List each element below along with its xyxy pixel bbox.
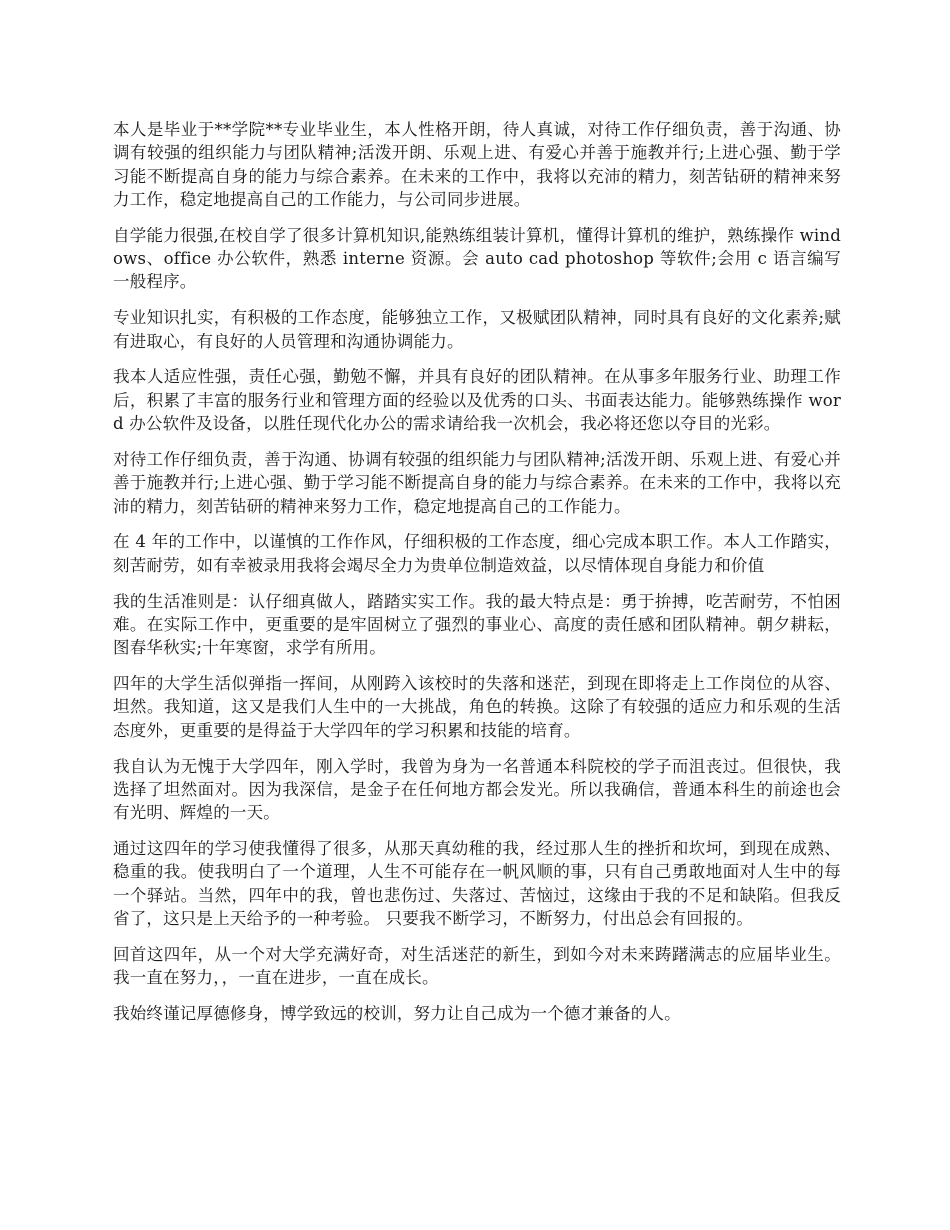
paragraph-5: 对待工作仔细负责，善于沟通、协调有较强的组织能力与团队精神;活泼开朗、乐观上进、有爱心并善于施教并行;上进心强、勤于学习能不断提高自身的能力与综合素养。在未来的工作中，我将以充沛的精力，刻苦钻研的精神来努力工作，稳定地提高自己的工作能力。 <box>113 449 841 516</box>
paragraph-8: 四年的大学生活似弹指一挥间，从刚跨入该校时的失落和迷茫，到现在即将走上工作岗位的从容、坦然。我知道，这又是我们人生中的一大挑战，角色的转换。这除了有较强的适应力和乐观的生活态度外，更重要的是得益于大学四年的学习积累和技能的培育。 <box>113 674 841 740</box>
paragraph-3: 专业知识扎实，有积极的工作态度，能够独立工作，又极赋团队精神，同时具有良好的文化素养;赋有进取心，有良好的人员管理和沟通协调能力。 <box>113 308 841 351</box>
paragraph-12: 我始终谨记厚德修身，博学致远的校训，努力让自己成为一个德才兼备的人。 <box>113 1004 681 1024</box>
paragraph-2: 自学能力很强,在校自学了很多计算机知识,能熟练组装计算机，懂得计算机的维护，熟练操作 windows、office 办公软件，熟悉 interne 资源。会 auto cad photoshop 等软件;会用 c 语言编写一般程序。 <box>113 225 841 292</box>
paragraph-10: 通过这四年的学习使我懂得了很多，从那天真幼稚的我，经过那人生的挫折和坎坷，到现在成熟、稳重的我。使我明白了一个道理，人生不可能存在一帆风顺的事，只有自己勇敢地面对人生中的每一个驿站。当然，四年中的我，曾也悲伤过、失落过、苦恼过，这缘由于我的不足和缺陷。但我反省了，这只是上天给予的一种考验。 只要我不断学习，不断努力，付出总会有回报的。 <box>113 839 841 928</box>
paragraph-6: 在 4 年的工作中，以谨慎的工作作风，仔细积极的工作态度，细心完成本职工作。本人工作踏实，刻苦耐劳，如有幸被录用我将会竭尽全力为贵单位制造效益，以尽情体现自身能力和价值 <box>113 532 841 575</box>
paragraph-7: 我的生活准则是：认仔细真做人，踏踏实实工作。我的最大特点是：勇于拚搏，吃苦耐劳，不怕困难。在实际工作中，更重要的是牢固树立了强烈的事业心、高度的责任感和团队精神。朝夕耕耘，图春华秋实;十年寒窗，求学有所用。 <box>113 591 841 658</box>
paragraph-1: 本人是毕业于**学院**专业毕业生，本人性格开朗，待人真诚，对待工作仔细负责，善于沟通、协调有较强的组织能力与团队精神;活泼开朗、乐观上进、有爱心并善于施教并行;上进心强、勤于学习能不断提高自身的能力与综合素养。在未来的工作中，我将以充沛的精力，刻苦钻研的精神来努力工作，稳定地提高自己的工作能力，与公司同步进展。 <box>113 120 841 209</box>
document-body <box>113 118 841 1038</box>
paragraph-11: 回首这四年，从一个对大学充满好奇，对生活迷茫的新生，到如今对未来踌躇满志的应届毕业生。我一直在努力，，一直在进步，一直在成长。 <box>113 944 841 988</box>
paragraph-9: 我自认为无愧于大学四年，刚入学时，我曾为身为一名普通本科院校的学子而沮丧过。但很快，我选择了坦然面对。因为我深信，是金子在任何地方都会发光。所以我确信，普通本科生的前途也会有光明、辉煌的一天。 <box>113 756 841 823</box>
paragraph-4: 我本人适应性强，责任心强，勤勉不懈，并具有良好的团队精神。在从事多年服务行业、助理工作后，积累了丰富的服务行业和管理方面的经验以及优秀的口头、书面表达能力。能够熟练操作 word 办公软件及设备，以胜任现代化办公的需求请给我一次机会，我必将还您以夺目的光彩。 <box>113 367 841 434</box>
